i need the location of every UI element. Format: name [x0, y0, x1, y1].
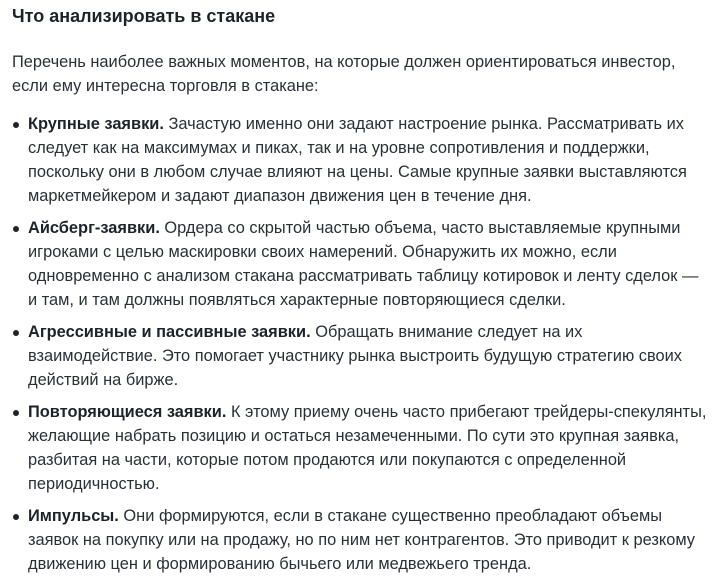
list-item	[12, 400, 708, 496]
list-item-text: Обращать внимание следует на их взаимодействие. Это помогает участнику рынка выстроить будущую стратегию своих действий на бирже.	[28, 323, 682, 389]
list-item-text: К этому приему очень часто прибегают трейдеры-спекулянты, желающие набрать позицию и остаться незамеченными. По сути это крупная заявка, разбитая на части, которые потом продаются или покупаются с определенной периодичностью.	[28, 403, 707, 493]
bullet-dot-icon	[13, 122, 19, 128]
list-item	[12, 320, 708, 392]
list-item-term: Импульсы.	[28, 507, 119, 525]
list-item	[12, 112, 708, 208]
list-item-text: Они формируются, если в стакане существенно преобладают объемы заявок на покупку или на продажу, но по ним нет контрагентов. Это приводит к резкому движению цен и формированию бычьего или медвежьего тренда.	[28, 507, 695, 573]
list-item-text: Ордера со скрытой частью объема, часто выставляемые крупными игроками с целью маскировки своих намерений. Обнаружить их можно, если одновременно с анализом стакана рассматривать таблицу котировок и ленту сделок — и там, и там должны появляться характерные повторяющиеся сделки.	[28, 219, 699, 309]
bullet-dot-icon	[13, 514, 19, 520]
list-item-text: Зачастую именно они задают настроение рынка. Рассматривать их следует как на максимумах и пиках, так и на уровне сопротивления и поддержки, поскольку они в любом случае влияют на цены. Самые крупные заявки выставляются маркетмейкером и задают диапазон движения цен в течение дня.	[28, 115, 687, 205]
list-item	[12, 504, 708, 576]
list-item-term: Айсберг-заявки.	[28, 219, 160, 237]
list-item-term: Крупные заявки.	[28, 115, 164, 133]
list-item	[12, 216, 708, 312]
list-item-term: Повторяющиеся заявки.	[28, 403, 227, 421]
bullet-dot-icon	[13, 226, 19, 232]
list-item-term: Агрессивные и пассивные заявки.	[28, 323, 311, 341]
bullet-dot-icon	[13, 330, 19, 336]
bullet-list	[12, 112, 708, 576]
intro-paragraph: Перечень наиболее важных моментов, на которые должен ориентироваться инвестор, если ему интересна торговля в стакане:	[12, 53, 676, 95]
bullet-dot-icon	[13, 410, 19, 416]
section-heading: Что анализировать в стакане	[12, 6, 276, 26]
